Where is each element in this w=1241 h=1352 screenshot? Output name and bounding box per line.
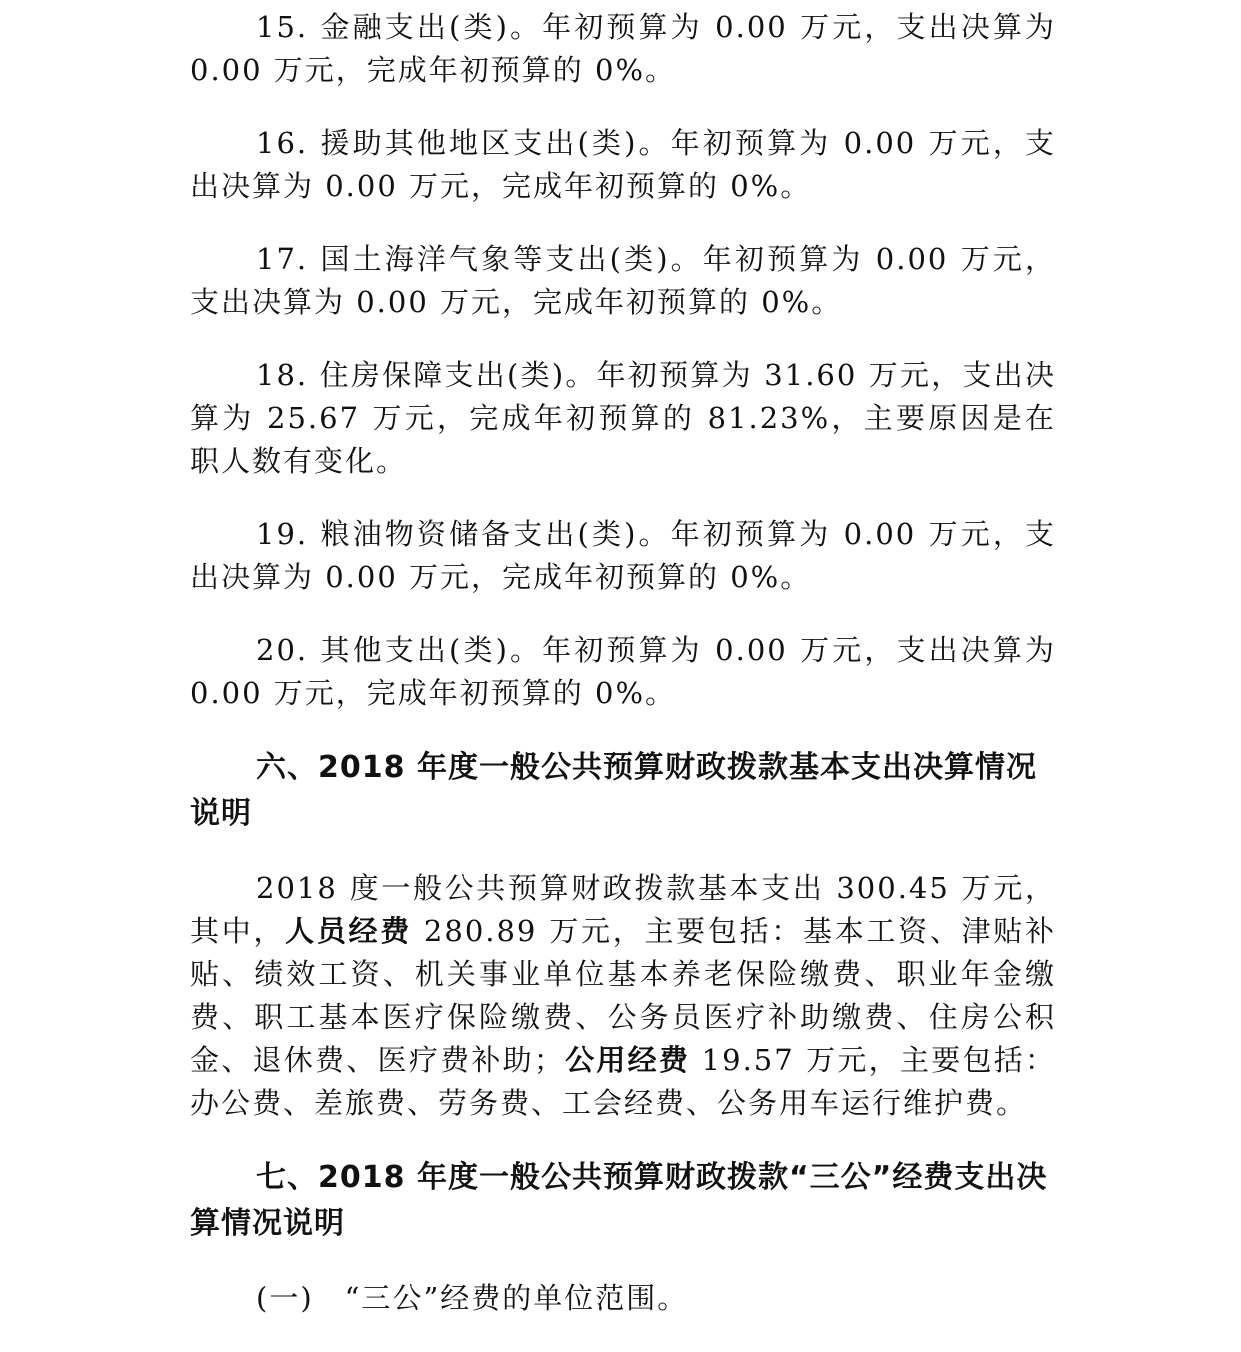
section-6-text-1: 2018 度一般公共预算财政拨款基本支出 300.45 万元，其中，: [190, 871, 1056, 948]
section-6-text-3: 19.57 万元，主要包括：办公费、差旅费、劳务费、工会经费、公务用车运行维护费。: [190, 1043, 1056, 1120]
section-6-text-2: 280.89 万元，主要包括：基本工资、津贴补贴、绩效工资、机关事业单位基本养老保险缴费、职业年金缴费、职工基本医疗保险缴费、公务员医疗补助缴费、住房公积金、退休费、医疗费补助；: [190, 914, 1056, 1077]
item-18-paragraph: 18. 住房保障支出(类)。年初预算为 31.60 万元，支出决算为 25.67 万元，完成年初预算的 81.23%，主要原因是在职人数有变化。: [190, 358, 1056, 478]
item-17-paragraph: 17. 国土海洋气象等支出(类)。年初预算为 0.00 万元，支出决算为 0.00 万元，完成年初预算的 0%。: [190, 242, 1056, 319]
personnel-expense-label: 人员经费: [285, 914, 412, 948]
section-6-heading: 六、2018 年度一般公共预算财政拨款基本支出决算情况说明: [190, 750, 1037, 831]
item-16-paragraph: 16. 援助其他地区支出(类)。年初预算为 0.00 万元，支出决算为 0.00 万元，完成年初预算的 0%。: [190, 126, 1056, 203]
section-7-subheading: (一) “三公”经费的单位范围。: [256, 1281, 689, 1315]
section-7-heading: 七、2018 年度一般公共预算财政拨款“三公”经费支出决算情况说明: [190, 1160, 1048, 1241]
item-19-paragraph: 19. 粮油物资储备支出(类)。年初预算为 0.00 万元，支出决算为 0.00 万元，完成年初预算的 0%。: [190, 517, 1056, 594]
public-expense-label: 公用经费: [564, 1043, 691, 1077]
document-page: [190, 6, 1056, 1320]
section-6-paragraph: [190, 867, 1056, 1125]
item-15-paragraph: 15. 金融支出(类)。年初预算为 0.00 万元，支出决算为 0.00 万元，完成年初预算的 0%。: [190, 10, 1056, 87]
item-20-paragraph: 20. 其他支出(类)。年初预算为 0.00 万元，支出决算为 0.00 万元，完成年初预算的 0%。: [190, 633, 1056, 710]
